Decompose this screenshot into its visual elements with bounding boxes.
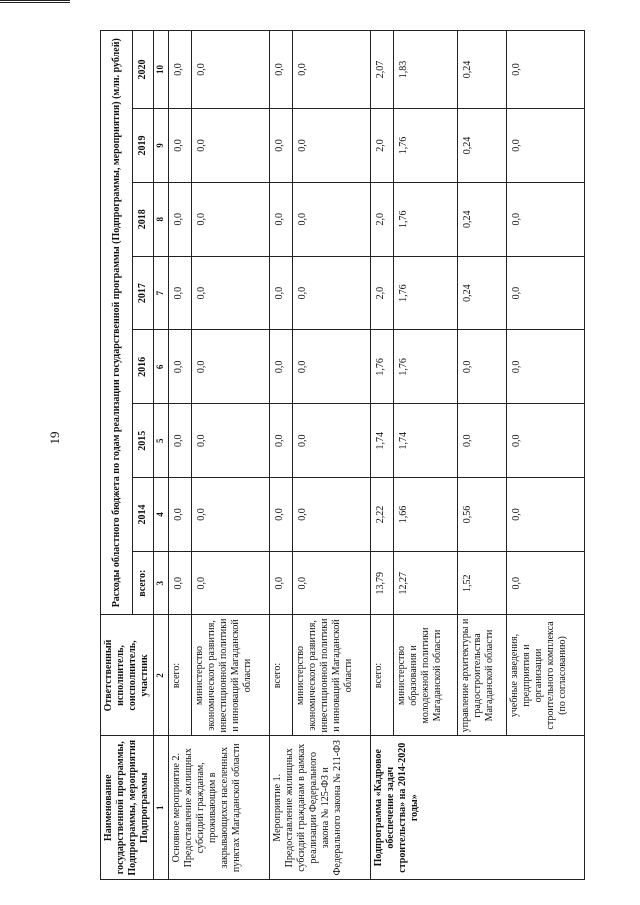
total-value: 0,0 xyxy=(292,551,370,615)
year-value: 0,0 xyxy=(292,182,370,256)
year-value: 0,0 xyxy=(506,478,584,552)
year-value: 1,76 xyxy=(393,256,457,330)
header-year: 2018 xyxy=(133,182,154,256)
header-year: 2016 xyxy=(133,330,154,404)
responsible-cell: всего: xyxy=(269,615,292,736)
year-value: 0,0 xyxy=(191,478,269,552)
year-value: 1,76 xyxy=(393,109,457,183)
header-year: 2020 xyxy=(133,31,154,109)
column-index: 7 xyxy=(154,256,169,330)
year-value: 2,0 xyxy=(370,256,393,330)
responsible-cell: управление архитектуры и градостроительства Магаданской области xyxy=(457,615,506,736)
year-value: 0,0 xyxy=(191,182,269,256)
program-name: Мероприятие 1. Предоставление жилищных субсидий гражданам в рамках реализации Федерального закона № 125-ФЗ и Федерального закона № 211-ФЗ xyxy=(269,736,370,880)
header-responsible: Ответственный исполнитель, соисполнитель, участник xyxy=(101,615,154,736)
year-value: 1,66 xyxy=(393,478,457,552)
year-value: 0,0 xyxy=(191,256,269,330)
year-value: 0,0 xyxy=(269,330,292,404)
year-value: 0,0 xyxy=(506,182,584,256)
total-value: 0,0 xyxy=(269,551,292,615)
year-value: 2,07 xyxy=(370,31,393,109)
year-value: 2,0 xyxy=(370,109,393,183)
table-row xyxy=(269,31,292,880)
column-index: 2 xyxy=(154,615,169,736)
year-value: 1,76 xyxy=(370,330,393,404)
column-index-row xyxy=(154,31,169,880)
year-value: 0,0 xyxy=(269,109,292,183)
total-value: 0,0 xyxy=(191,551,269,615)
year-value: 0,0 xyxy=(457,330,506,404)
column-index: 1 xyxy=(154,736,169,880)
column-index: 4 xyxy=(154,478,169,552)
column-index: 6 xyxy=(154,330,169,404)
column-index: 8 xyxy=(154,182,169,256)
table-row xyxy=(370,31,393,880)
year-value: 0,0 xyxy=(191,404,269,478)
header-year: 2014 xyxy=(133,478,154,552)
table-body xyxy=(169,31,585,880)
page-number: 19 xyxy=(47,431,62,445)
year-value: 0,0 xyxy=(269,31,292,109)
year-value: 0,0 xyxy=(169,256,192,330)
year-value: 1,83 xyxy=(393,31,457,109)
year-value: 0,0 xyxy=(506,109,584,183)
responsible-cell: министерство экономического развития, инвестиционной политики и инноваций Магаданской области xyxy=(191,615,269,736)
year-value: 0,0 xyxy=(191,109,269,183)
header-year: 2019 xyxy=(133,109,154,183)
header-expenses: Расходы областного бюджета по годам реализации государственной программы (Подпрограммы, мероприятия) (млн. рублей) xyxy=(101,31,133,616)
year-value: 0,0 xyxy=(292,478,370,552)
year-value: 0,24 xyxy=(457,182,506,256)
responsible-cell: министерство экономического развития, инвестиционной политики и инноваций Магаданской области xyxy=(292,615,370,736)
year-value: 1,76 xyxy=(393,182,457,256)
year-value: 2,0 xyxy=(370,182,393,256)
total-value: 0,0 xyxy=(169,551,192,615)
header-total: всего: xyxy=(133,551,154,615)
header-year: 2015 xyxy=(133,404,154,478)
year-value: 0,0 xyxy=(506,31,584,109)
year-value: 0,0 xyxy=(292,109,370,183)
year-value: 1,76 xyxy=(393,330,457,404)
year-value: 0,0 xyxy=(457,404,506,478)
year-value: 0,24 xyxy=(457,109,506,183)
year-value: 0,0 xyxy=(269,478,292,552)
total-value: 13,79 xyxy=(370,551,393,615)
header-year: 2017 xyxy=(133,256,154,330)
total-value: 12,27 xyxy=(393,551,457,615)
header-name: Наименование государственной программы, Подпрограммы, мероприятия Подпрограммы xyxy=(101,736,154,880)
year-value: 0,0 xyxy=(191,31,269,109)
year-value: 0,0 xyxy=(169,182,192,256)
year-value: 0,0 xyxy=(169,31,192,109)
year-value: 0,0 xyxy=(191,330,269,404)
column-index: 3 xyxy=(154,551,169,615)
year-value: 0,56 xyxy=(457,478,506,552)
year-value: 0,0 xyxy=(169,404,192,478)
year-value: 0,0 xyxy=(169,330,192,404)
table-row xyxy=(169,31,192,880)
year-value: 0,0 xyxy=(292,330,370,404)
year-value: 0,0 xyxy=(506,330,584,404)
year-value: 0,24 xyxy=(457,256,506,330)
program-name: Основное мероприятие 2. Предоставление жилищных субсидий гражданам, проживающим в закрывающихся населенных пунктах Магаданской области xyxy=(169,736,270,880)
column-index: 10 xyxy=(154,31,169,109)
header-row-1 xyxy=(101,31,133,880)
year-value: 0,0 xyxy=(269,404,292,478)
responsible-cell: министерство образования и молодежной политики Магаданской области xyxy=(393,615,457,736)
top-rule xyxy=(0,0,70,3)
total-value: 1,52 xyxy=(457,551,506,615)
year-value: 0,0 xyxy=(269,256,292,330)
year-value: 0,24 xyxy=(457,31,506,109)
responsible-cell: всего: xyxy=(169,615,192,736)
column-index: 9 xyxy=(154,109,169,183)
year-value: 1,74 xyxy=(393,404,457,478)
responsible-cell: учебные заведения, предприятия и организации строительного комплекса (по согласованию) xyxy=(506,615,584,736)
expenses-table xyxy=(100,30,585,880)
year-value: 0,0 xyxy=(169,478,192,552)
year-value: 2,22 xyxy=(370,478,393,552)
year-value: 0,0 xyxy=(506,404,584,478)
program-name: Подпрограмма «Кадровое обеспечение задач строительства» на 2014-2020 годы» xyxy=(370,736,584,880)
responsible-cell: всего: xyxy=(370,615,393,736)
rotated-table-wrapper xyxy=(100,30,570,880)
year-value: 0,0 xyxy=(292,31,370,109)
total-value: 0,0 xyxy=(506,551,584,615)
year-value: 0,0 xyxy=(292,256,370,330)
year-value: 0,0 xyxy=(169,109,192,183)
year-value: 1,74 xyxy=(370,404,393,478)
year-value: 0,0 xyxy=(292,404,370,478)
year-value: 0,0 xyxy=(269,182,292,256)
year-value: 0,0 xyxy=(506,256,584,330)
column-index: 5 xyxy=(154,404,169,478)
